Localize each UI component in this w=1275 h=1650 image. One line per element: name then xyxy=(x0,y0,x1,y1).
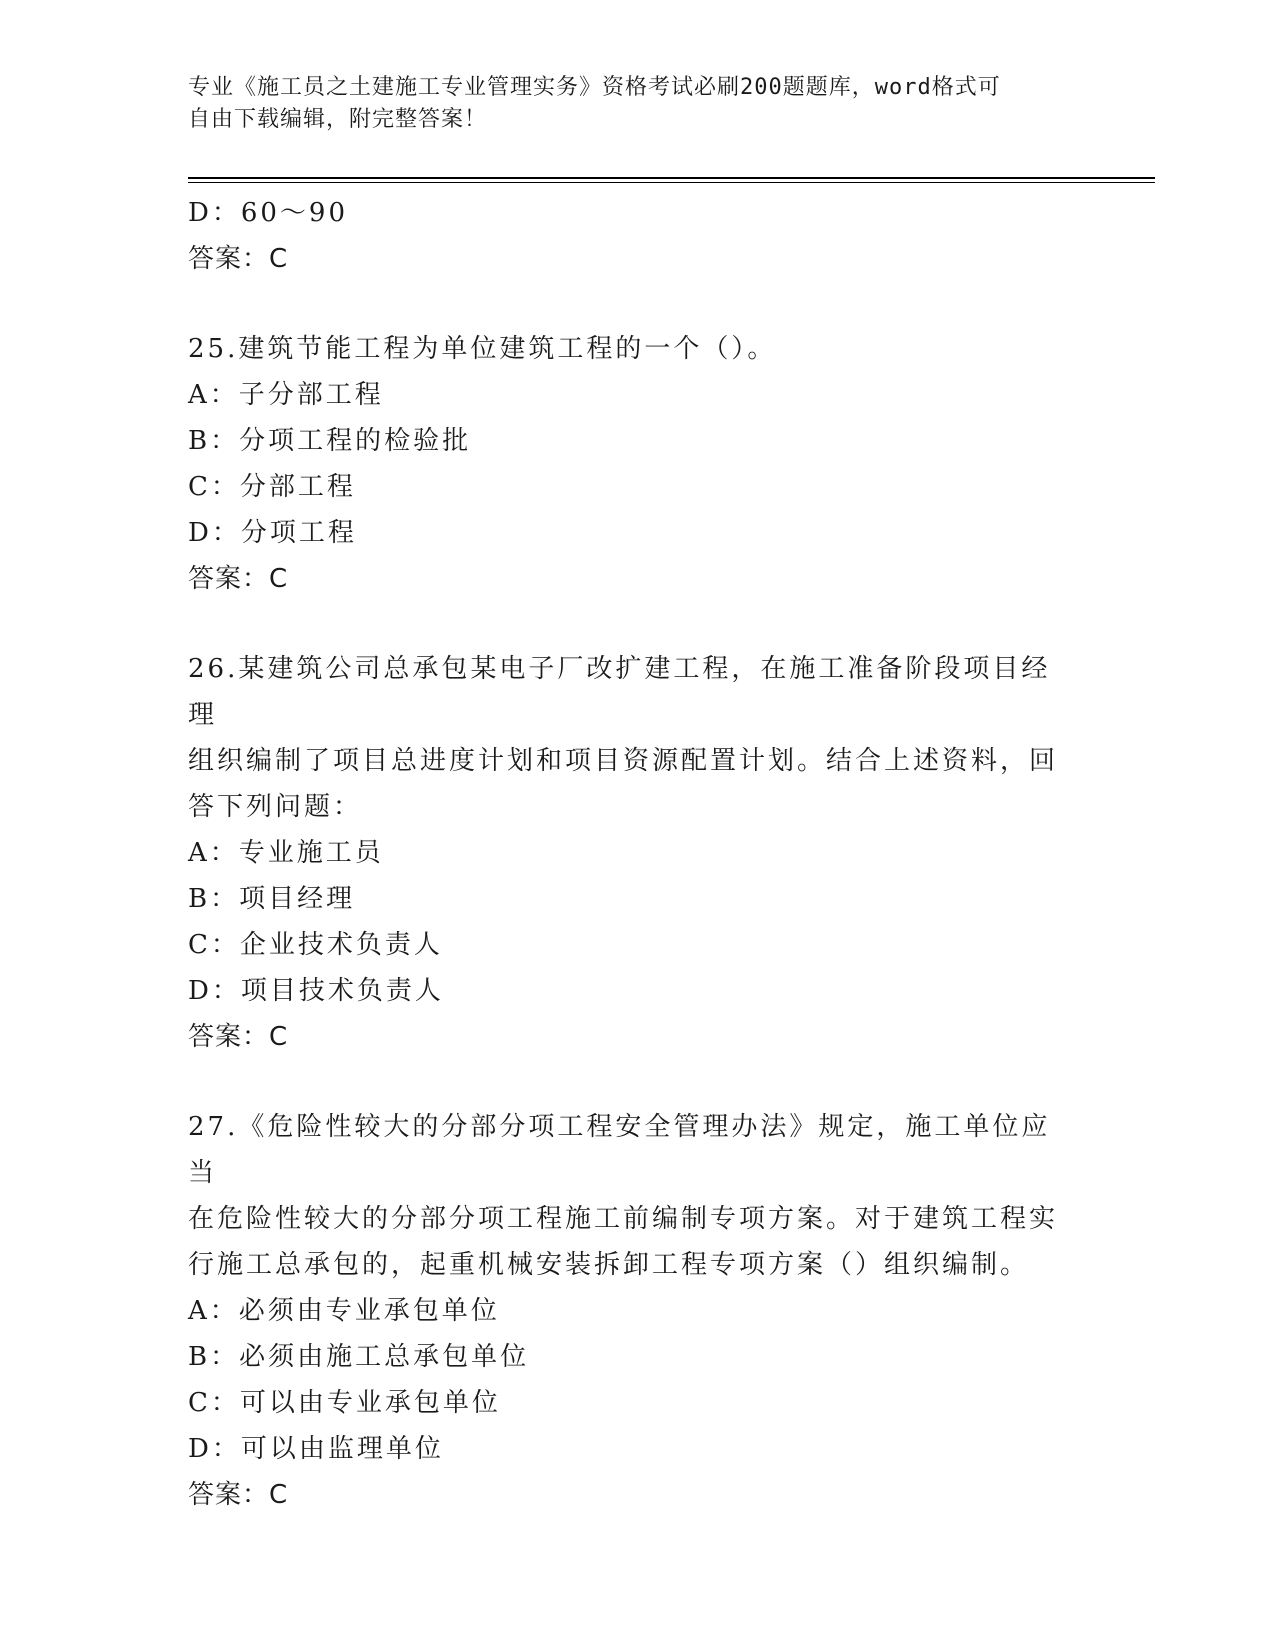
question-content xyxy=(188,190,1078,1518)
prev-answer: 答案：C xyxy=(188,244,289,274)
q27-answer: 答案：C xyxy=(188,1480,289,1510)
header-line-2: 自由下载编辑，附完整答案！ xyxy=(188,107,488,132)
q26-option-b: B：项目经理 xyxy=(188,884,356,914)
q27-stem-line-3: 行施工总承包的，起重机械安装拆卸工程专项方案（）组织编制。 xyxy=(188,1250,1030,1280)
q26-option-c: C：企业技术负责人 xyxy=(188,930,443,960)
q27-option-d: D：可以由监理单位 xyxy=(188,1434,444,1464)
q26-option-a: A：专业施工员 xyxy=(188,838,384,868)
q25-option-c: C：分部工程 xyxy=(188,472,356,502)
header-line-1: 专业《施工员之土建施工专业管理实务》资格考试必刷200题题库，word格式可 xyxy=(188,75,1001,100)
q26-stem-line-2: 组织编制了项目总进度计划和项目资源配置计划。结合上述资料，回 xyxy=(188,746,1059,776)
q25-option-a: A：子分部工程 xyxy=(188,380,384,410)
q26-answer: 答案：C xyxy=(188,1022,289,1052)
q26-stem-line-1: 26.某建筑公司总承包某电子厂改扩建工程，在施工准备阶段项目经理 xyxy=(188,654,1051,730)
document-header xyxy=(188,72,1068,136)
q25-option-d: D：分项工程 xyxy=(188,518,357,548)
q27-option-b: B：必须由施工总承包单位 xyxy=(188,1342,530,1372)
q25-option-b: B：分项工程的检验批 xyxy=(188,426,472,456)
q25-stem: 25.建筑节能工程为单位建筑工程的一个（）。 xyxy=(188,334,777,364)
q26-option-d: D：项目技术负责人 xyxy=(188,976,444,1006)
prev-option-d: D：60～90 xyxy=(188,198,349,228)
header-rule-thick xyxy=(188,177,1155,179)
q27-stem-line-2: 在危险性较大的分部分项工程施工前编制专项方案。对于建筑工程实 xyxy=(188,1204,1059,1234)
q27-stem-line-1: 27.《危险性较大的分部分项工程安全管理办法》规定，施工单位应当 xyxy=(188,1112,1051,1188)
q26-stem-line-3: 答下列问题： xyxy=(188,792,363,822)
q27-option-a: A：必须由专业承包单位 xyxy=(188,1296,500,1326)
header-rule-thin xyxy=(188,182,1155,183)
q27-option-c: C：可以由专业承包单位 xyxy=(188,1388,501,1418)
q25-answer: 答案：C xyxy=(188,564,289,594)
